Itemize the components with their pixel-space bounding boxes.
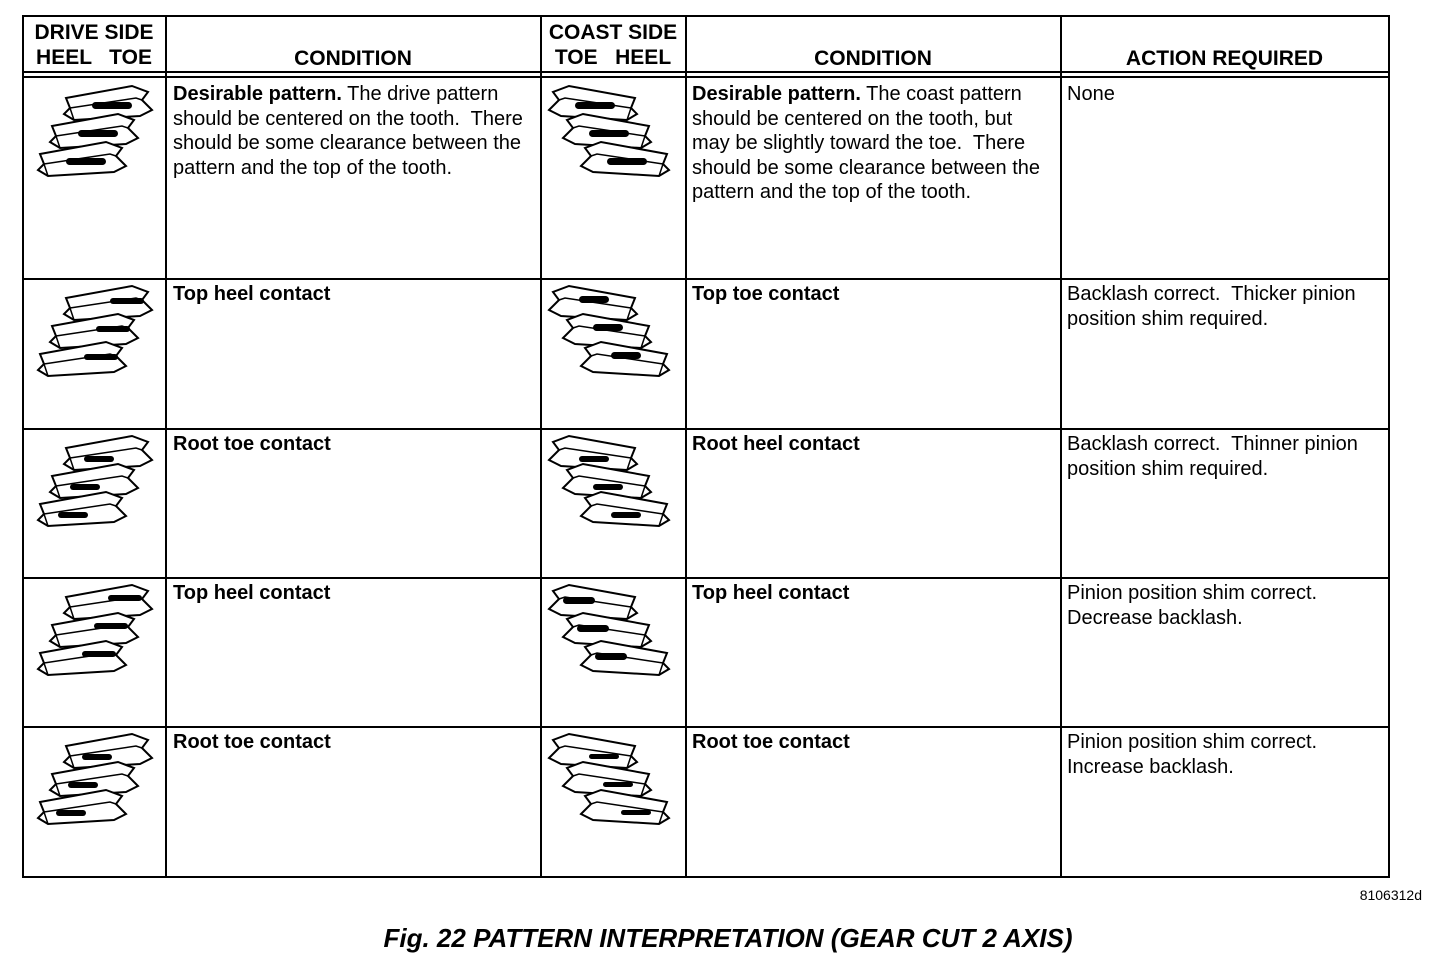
coast-condition-description: The coast pattern should be centered on the tooth, but may be slightly toward the toe. There should be some clearance between the pattern and the top of the tooth. xyxy=(692,83,1046,204)
column-divider xyxy=(1060,17,1062,876)
column-divider xyxy=(165,17,167,876)
drive-condition-text xyxy=(173,432,528,457)
action-required-text: Backlash correct. Thinner pinion position shim required. xyxy=(1067,433,1364,480)
header-divider xyxy=(24,71,1388,73)
action-required-text: Pinion position shim correct. Increase backlash. xyxy=(1067,731,1323,778)
heel-toe-label: HEEL TOE xyxy=(36,46,152,69)
drive-condition-description: The drive pattern should be centered on the tooth. There should be some clearance between the pattern and the top of the tooth. xyxy=(173,83,529,179)
header-divider xyxy=(24,76,1388,78)
coast-side-gear-icon xyxy=(547,732,677,842)
action-required-text: Backlash correct. Thicker pinion position shim required. xyxy=(1067,283,1362,330)
column-divider xyxy=(685,17,687,876)
action-header: ACTION REQUIRED xyxy=(1125,47,1324,70)
drive-condition-title: Root toe contact xyxy=(173,433,331,455)
drive-condition-text xyxy=(173,730,528,755)
column-divider xyxy=(540,17,542,876)
drive-side-label: DRIVE SIDE xyxy=(34,21,154,44)
coast-condition-title: Desirable pattern. xyxy=(692,83,861,105)
coast-condition-text xyxy=(692,82,1054,205)
drive-condition-text xyxy=(173,581,528,606)
drive-side-gear-icon xyxy=(34,284,158,394)
coast-condition-text xyxy=(692,730,1054,755)
coast-side-label: COAST SIDE xyxy=(548,21,678,44)
coast-condition-title: Root heel contact xyxy=(692,433,860,455)
drive-side-gear-icon xyxy=(34,732,158,842)
coast-condition-text xyxy=(692,581,1054,606)
drive-condition-title: Root toe contact xyxy=(173,731,331,753)
row-divider xyxy=(24,577,1388,579)
coast-side-header xyxy=(541,20,685,70)
drive-condition-title: Top heel contact xyxy=(173,283,331,305)
drive-side-gear-icon xyxy=(34,84,158,194)
condition-header-1: CONDITION xyxy=(294,47,412,70)
coast-condition-title: Top heel contact xyxy=(692,582,850,604)
coast-condition-text xyxy=(692,432,1054,457)
coast-side-gear-icon xyxy=(547,84,677,194)
figure-code: 8106312d xyxy=(1359,887,1422,903)
drive-side-gear-icon xyxy=(34,583,158,693)
coast-condition-text xyxy=(692,282,1054,307)
row-divider xyxy=(24,428,1388,430)
drive-side-gear-icon xyxy=(34,434,158,544)
drive-condition-title: Desirable pattern. xyxy=(173,83,342,105)
row-divider xyxy=(24,726,1388,728)
drive-condition-text xyxy=(173,82,528,180)
coast-condition-title: Top toe contact xyxy=(692,283,840,305)
drive-condition-text xyxy=(173,282,528,307)
condition-header-2: CONDITION xyxy=(814,47,932,70)
coast-side-gear-icon xyxy=(547,583,677,693)
row-divider xyxy=(24,278,1388,280)
drive-condition-title: Top heel contact xyxy=(173,582,331,604)
coast-condition-title: Root toe contact xyxy=(692,731,850,753)
coast-side-gear-icon xyxy=(547,284,677,394)
toe-heel-label: TOE HEEL xyxy=(554,46,672,69)
drive-side-header xyxy=(24,20,164,70)
action-required-text: Pinion position shim correct. Decrease backlash. xyxy=(1067,582,1323,629)
figure-caption: Fig. 22 PATTERN INTERPRETATION (GEAR CUT 2 AXIS) xyxy=(383,923,1073,953)
action-required-text: None xyxy=(1067,83,1115,105)
coast-side-gear-icon xyxy=(547,434,677,544)
